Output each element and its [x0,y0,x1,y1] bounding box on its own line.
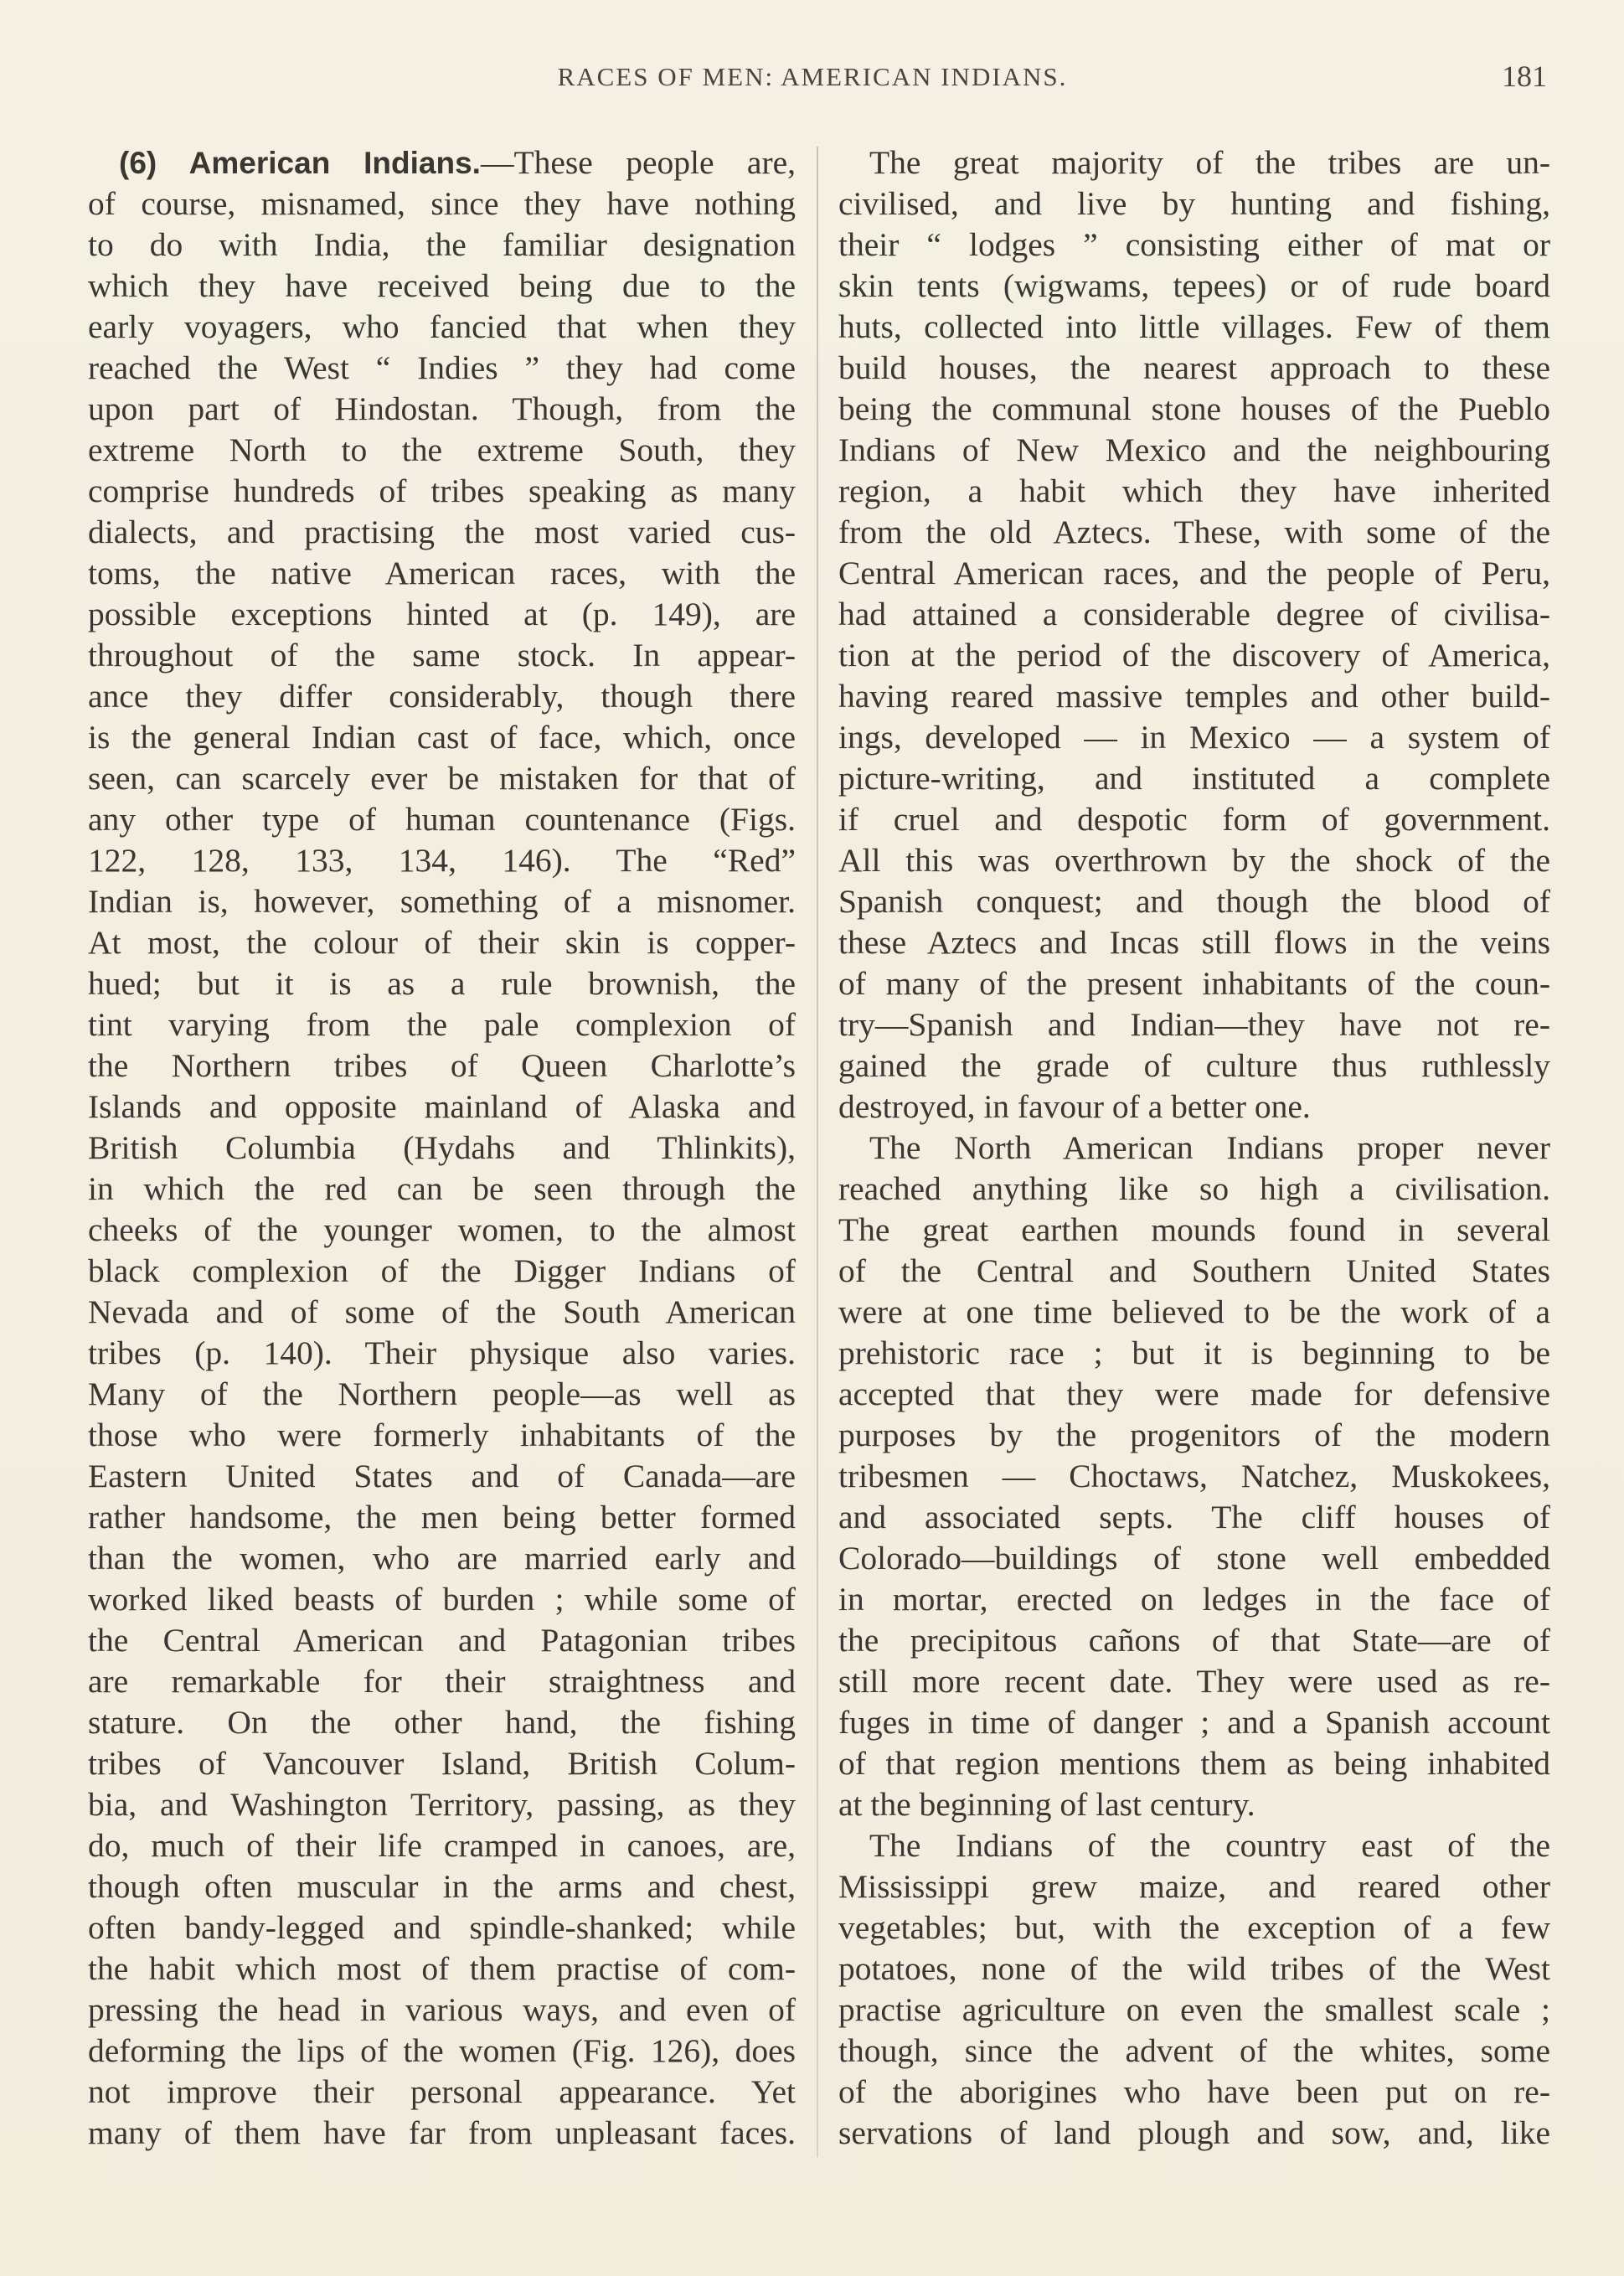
text-line: from the old Aztecs. These, with some of the [838,514,1550,550]
text-line: tint varying from the pale complexion of [88,1006,796,1043]
text-line: which they have received being due to the [88,267,796,304]
text-line: of the aborigines who have been put on re- [838,2073,1550,2110]
text-line: The Indians of the country east of the [869,1827,1550,1864]
text-line: seen, can scarcely ever be mistaken for that of [88,760,796,797]
text-line: are remarkable for their straightness and [88,1663,796,1700]
text-line: rather handsome, the men being better formed [88,1499,796,1535]
text-line: try—Spanish and Indian—they have not re- [838,1006,1550,1043]
text-line: and associated septs. The cliff houses of [838,1499,1550,1535]
text-line: the habit which most of them practise of com- [88,1950,796,1987]
text-line: throughout of the same stock. In appear- [88,637,796,674]
text-line: any other type of human countenance (Figs. [88,801,796,838]
text-line: region, a habit which they have inherited [838,472,1550,509]
text-line: practise agriculture on even the smallest scale ; [838,1991,1550,2028]
text-line: build houses, the nearest approach to these [838,349,1550,386]
running-head: RACES OF MEN: AMERICAN INDIANS. [557,62,1068,91]
column-divider [817,147,818,2157]
text-line: 122, 128, 133, 134, 146). The “Red” [88,842,796,879]
text-line: ance they differ considerably, though there [88,678,796,715]
section-heading-line [88,142,796,183]
text-line: cheeks of the younger women, to the almost [88,1211,796,1248]
text-line: though often muscular in the arms and chest, [88,1868,796,1905]
text-line: huts, collected into little villages. Few of them [838,308,1550,345]
text-line: extreme North to the extreme South, they [88,431,796,468]
text-line: not improve their personal appearance. Yet [88,2073,796,2110]
text-line: these Aztecs and Incas still flows in the veins [838,924,1550,961]
text-line: Islands and opposite mainland of Alaska and [88,1088,796,1125]
text-line: the Northern tribes of Queen Charlotte’s [88,1047,796,1084]
text-line: than the women, who are married early and [88,1540,796,1577]
text-line: toms, the native American races, with the [88,555,796,591]
text-line: The North American Indians proper never [869,1129,1550,1166]
text-line: of many of the present inhabitants of the coun- [838,965,1550,1002]
text-line: All this was overthrown by the shock of the [838,842,1550,879]
text-line: Nevada and of some of the South American [88,1293,796,1330]
text-line: Mississippi grew maize, and reared other [838,1868,1550,1905]
text-line: tribes (p. 140). Their physique also varies. [88,1334,796,1371]
paragraph [838,142,1550,1128]
text-line: of course, misnamed, since they have nothing [88,185,796,222]
text-line: ings, developed — in Mexico — a system of [838,719,1550,756]
text-line: prehistoric race ; but it is beginning to be [838,1334,1550,1371]
text-line: Central American races, and the people of Peru, [838,555,1550,591]
text-line: reached the West “ Indies ” they had come [88,349,796,386]
text-line: purposes by the progenitors of the modern [838,1417,1550,1453]
text-line: being the communal stone houses of the Pueblo [838,390,1550,427]
page-number: 181 [1502,59,1547,93]
text-line: destroyed, in favour of a better one. [838,1088,1311,1125]
text-line: the precipitous cañons of that State—are of [838,1622,1550,1659]
text-line: upon part of Hindostan. Though, from the [88,390,796,427]
left-column-body [88,183,796,2154]
text-line: civilised, and live by hunting and fishing, [838,185,1550,222]
left-column [88,142,796,2154]
text-line: of the Central and Southern United States [838,1252,1550,1289]
text-line: Indian is, however, something of a misnomer. [88,883,796,920]
right-column [838,142,1550,2154]
text-line: The great majority of the tribes are un- [869,144,1550,181]
text-line: the Central American and Patagonian tribes [88,1622,796,1659]
text-line: tion at the period of the discovery of America, [838,637,1550,674]
text-line: vegetables; but, with the exception of a few [838,1909,1550,1946]
text-line: were at one time believed to be the work of a [838,1293,1550,1330]
text-line: Spanish conquest; and though the blood of [838,883,1550,920]
text-line: fuges in time of danger ; and a Spanish account [838,1704,1550,1741]
text-line: Many of the Northern people—as well as [88,1375,796,1412]
text-line: gained the grade of culture thus ruthlessly [838,1047,1550,1084]
text-line: is the general Indian cast of face, which, once [88,719,796,756]
text-line: deforming the lips of the women (Fig. 126), does [88,2032,796,2069]
text-line: tribesmen — Choctaws, Natchez, Muskokees, [838,1458,1550,1494]
text-line: those who were formerly inhabitants of the [88,1417,796,1453]
text-line: having reared massive temples and other build- [838,678,1550,715]
text-line: worked liked beasts of burden ; while some of [88,1581,796,1618]
text-line: accepted that they were made for defensive [838,1375,1550,1412]
text-line: hued; but it is as a rule brownish, the [88,965,796,1002]
text-line: do, much of their life cramped in canoes, are, [88,1827,796,1864]
text-line: if cruel and despotic form of government. [838,801,1550,838]
paragraph [838,1825,1550,2154]
text-line: servations of land plough and sow, and, like [838,2114,1550,2151]
text-line: early voyagers, who fancied that when they [88,308,796,345]
text-line: At most, the colour of their skin is copper- [88,924,796,961]
text-line: possible exceptions hinted at (p. 149), are [88,596,796,632]
text-line: —These people are, [480,144,796,181]
text-line: black complexion of the Digger Indians of [88,1252,796,1289]
text-line: Eastern United States and of Canada—are [88,1458,796,1494]
text-line: their “ lodges ” consisting either of mat or [838,226,1550,263]
section-heading: (6) American Indians. [119,146,481,180]
text-line: in mortar, erected on ledges in the face of [838,1581,1550,1618]
text-line: though, since the advent of the whites, some [838,2032,1550,2069]
paragraph [838,1128,1550,1825]
text-line: The great earthen mounds found in several [838,1211,1550,1248]
text-line: picture-writing, and instituted a complete [838,760,1550,797]
text-line: had attained a considerable degree of civilisa- [838,596,1550,632]
text-line: at the beginning of last century. [838,1786,1255,1823]
text-line: dialects, and practising the most varied cus- [88,514,796,550]
text-line: skin tents (wigwams, tepees) or of rude board [838,267,1550,304]
text-line: stature. On the other hand, the fishing [88,1704,796,1741]
text-line: to do with India, the familiar designation [88,226,796,263]
text-line: potatoes, none of the wild tribes of the West [838,1950,1550,1987]
text-line: in which the red can be seen through the [88,1170,796,1207]
text-line: often bandy-legged and spindle-shanked; while [88,1909,796,1946]
text-line: bia, and Washington Territory, passing, as they [88,1786,796,1823]
text-line: reached anything like so high a civilisation. [838,1170,1550,1207]
text-line: many of them have far from unpleasant faces. [88,2114,796,2151]
text-line: tribes of Vancouver Island, British Colum- [88,1745,796,1782]
text-line: still more recent date. They were used as re- [838,1663,1550,1700]
text-line: Colorado—buildings of stone well embedded [838,1540,1550,1577]
text-line: pressing the head in various ways, and even of [88,1991,796,2028]
text-line: Indians of New Mexico and the neighbouring [838,431,1550,468]
text-line: British Columbia (Hydahs and Thlinkits), [88,1129,796,1166]
text-line: of that region mentions them as being inhabited [838,1745,1550,1782]
text-line: comprise hundreds of tribes speaking as many [88,472,796,509]
